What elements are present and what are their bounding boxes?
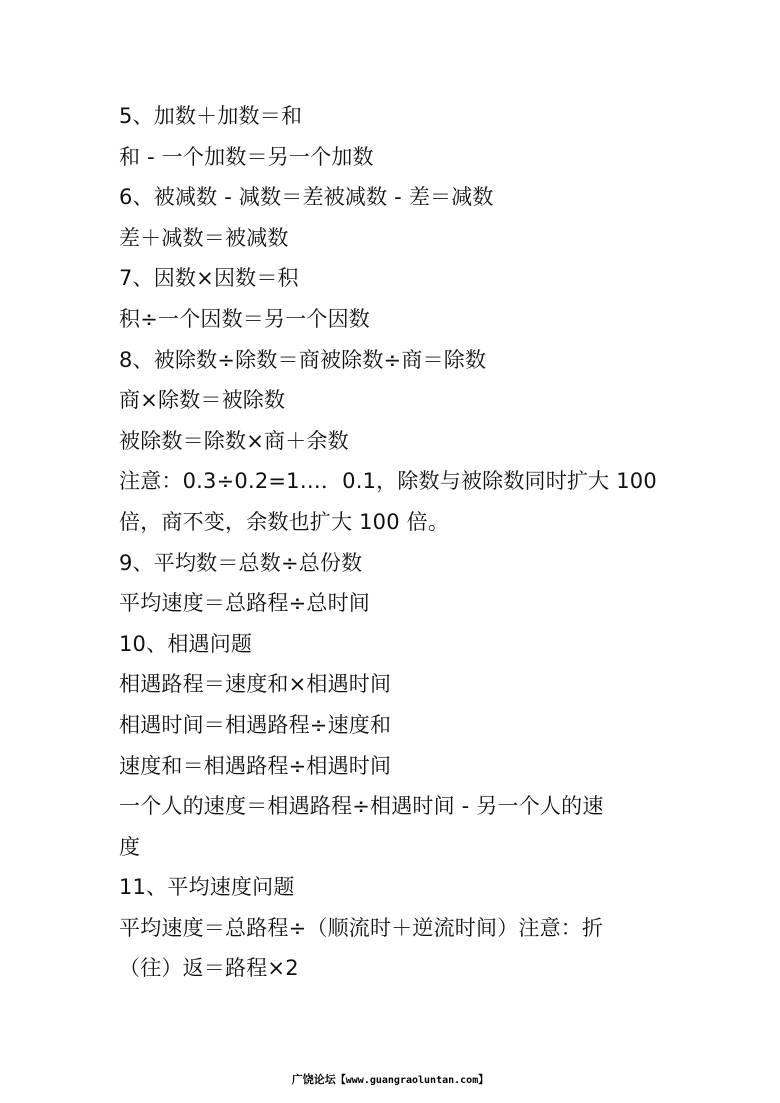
- footer-url[interactable]: 【www.guangraoluntan.com】: [335, 1075, 489, 1086]
- document-body: [119, 96, 679, 989]
- formula-line: 一个人的速度＝相遇路程÷相遇时间 - 另一个人的速: [119, 794, 604, 819]
- formula-line: 相遇路程＝速度和×相遇时间: [119, 672, 392, 697]
- formula-line: 差＋减数＝被减数: [119, 225, 289, 250]
- footer-site-name: 广饶论坛: [291, 1073, 336, 1086]
- formula-line: 5、加数＋加数＝和: [119, 104, 303, 128]
- formula-line: 和 - 一个加数＝另一个加数: [119, 144, 374, 169]
- formula-line: 9、平均数＝总数÷总份数: [119, 550, 363, 575]
- formula-line: 度: [119, 834, 141, 859]
- formula-line: 速度和＝相遇路程÷相遇时间: [119, 753, 392, 778]
- formula-line: 7、因数×因数＝积: [119, 266, 299, 291]
- page-footer: [0, 1071, 780, 1087]
- formula-line: 8、被除数÷除数＝商被除数÷商＝除数: [119, 347, 487, 372]
- formula-line: 积÷一个因数＝另一个因数: [119, 306, 370, 331]
- formula-line: （往）返＝路程×2: [119, 956, 299, 981]
- section-heading: 11、平均速度问题: [119, 875, 295, 900]
- formula-line: 平均速度＝总路程÷总时间: [119, 591, 370, 616]
- note-line: 倍，商不变，余数也扩大 100 倍。: [119, 509, 450, 534]
- formula-line: 商×除数＝被除数: [119, 388, 286, 413]
- formula-line: 被除数＝除数×商＋余数: [119, 428, 349, 453]
- note-line: 注意：0.3÷0.2=1…．0.1，除数与被除数同时扩大 100: [119, 469, 657, 494]
- formula-line: 6、被减数 - 减数＝差被减数 - 差＝减数: [119, 185, 494, 210]
- section-heading: 10、相遇问题: [119, 631, 253, 656]
- formula-line: 平均速度＝总路程÷（顺流时＋逆流时间）注意：折: [119, 915, 604, 940]
- formula-line: 相遇时间＝相遇路程÷速度和: [119, 712, 392, 737]
